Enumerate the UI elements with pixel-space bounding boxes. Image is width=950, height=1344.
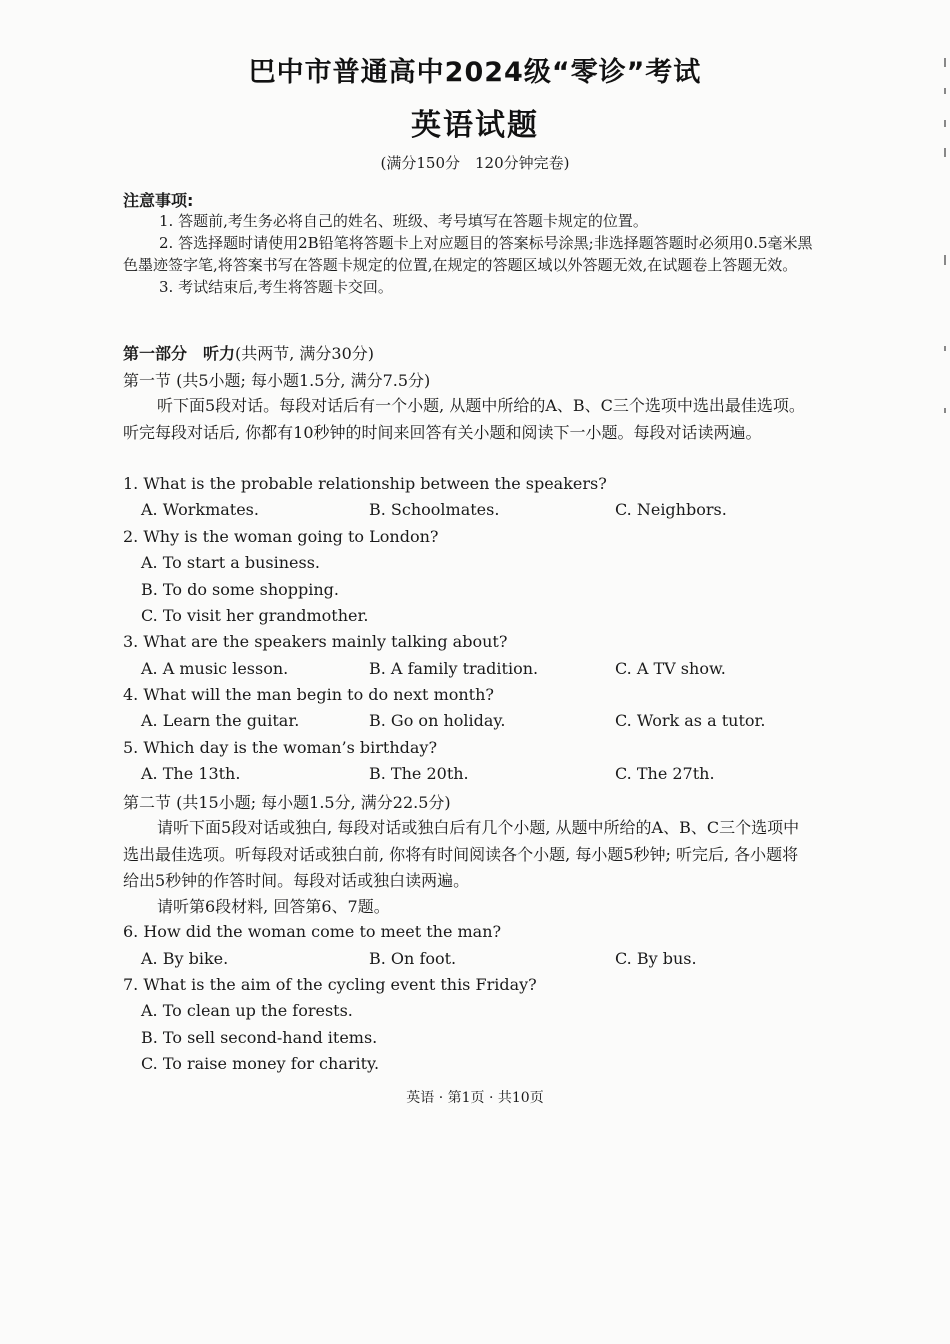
scan-mark [944,408,946,413]
scan-mark [944,58,946,67]
question-5-option-b: B. The 20th. [369,764,469,783]
question-6-option-a: A. By bike. [141,949,229,968]
part1-heading [123,341,813,364]
question-7-option-b: B. To sell second-hand items. [141,1028,378,1047]
scan-mark [944,346,946,351]
question-3-option-c: C. A TV show. [615,659,726,678]
section2-heading: 第二节 (共15小题; 每小题1.5分, 满分22.5分) [123,793,451,812]
question-1-option-c: C. Neighbors. [615,500,727,519]
question-2-option-a: A. To start a business. [141,553,320,572]
page-footer: 英语 · 第1页 · 共10页 [406,1090,544,1106]
question-2-option-b: B. To do some shopping. [141,580,339,599]
question-3: 3. What are the speakers mainly talking about? [123,632,508,651]
subject-title: 英语试题 [411,108,539,143]
section2-instructions: 请听下面5段对话或独白, 每段对话或独白后有几个小题, 从题中所给的A、B、C三个选项中选出最佳选项。听每段对话或独白前, 你将有时间阅读各个小题, 每小题5秒钟; 听完后, 各小题将给出5秒钟的作答时间。每段对话或独白读两遍。 [123,818,800,890]
question-5: 5. Which day is the woman’s birthday? [123,738,438,757]
question-4-option-b: B. Go on holiday. [369,711,506,730]
question-5-option-a: A. The 13th. [141,764,241,783]
notice-heading: 注意事项: [123,191,194,210]
notice-item: 2. 答选择题时请使用2B铅笔将答题卡上对应题目的答案标号涂黑;非选择题答题时必须用0.5毫米黑色墨迹签字笔,将答案书写在答题卡规定的位置,在规定的答题区域以外答题无效,在试题卷上答题无效。 [123,234,813,274]
question-7: 7. What is the aim of the cycling event this Friday? [123,975,537,994]
question-1-option-a: A. Workmates. [141,500,259,519]
question-3-option-b: B. A family tradition. [369,659,539,678]
question-4: 4. What will the man begin to do next month? [123,685,494,704]
scan-mark [944,255,946,265]
question-1: 1. What is the probable relationship between the speakers? [123,474,607,493]
question-1-option-b: B. Schoolmates. [369,500,500,519]
question-2-option-c: C. To visit her grandmother. [141,606,369,625]
question-6-option-c: C. By bus. [615,949,697,968]
question-3-option-a: A. A music lesson. [141,659,289,678]
question-4-option-a: A. Learn the guitar. [141,711,300,730]
question-6-option-b: B. On foot. [369,949,457,968]
question-7-option-c: C. To raise money for charity. [141,1054,380,1073]
section1-instructions: 听下面5段对话。每段对话后有一个小题, 从题中所给的A、B、C三个选项中选出最佳选项。听完每段对话后, 你都有10秒钟的时间来回答有关小题和阅读下一小题。每段对话读两遍。 [123,396,805,442]
section1-heading: 第一节 (共5小题; 每小题1.5分, 满分7.5分) [123,371,431,390]
exam-title: 巴中市普通高中2024级“零诊”考试 [248,57,702,88]
scan-mark [944,148,946,157]
notice-item: 1. 答题前,考生务必将自己的姓名、班级、考号填写在答题卡规定的位置。 [159,212,648,230]
notice-list [123,210,813,298]
part1-note: (共两节, 满分30分) [235,344,375,363]
notice-item: 3. 考试结束后,考生将答题卡交回。 [159,278,393,296]
material-note: 请听第6段材料, 回答第6、7题。 [157,897,390,916]
question-4-option-c: C. Work as a tutor. [615,711,766,730]
exam-info: (满分150分 120分钟完卷) [380,154,570,172]
question-6: 6. How did the woman come to meet the man? [123,922,502,941]
question-7-option-a: A. To clean up the forests. [141,1001,353,1020]
scan-mark [944,88,946,94]
question-5-option-c: C. The 27th. [615,764,715,783]
scan-mark [944,120,946,127]
question-2: 2. Why is the woman going to London? [123,527,439,546]
part1-title: 第一部分 听力 [123,344,236,363]
